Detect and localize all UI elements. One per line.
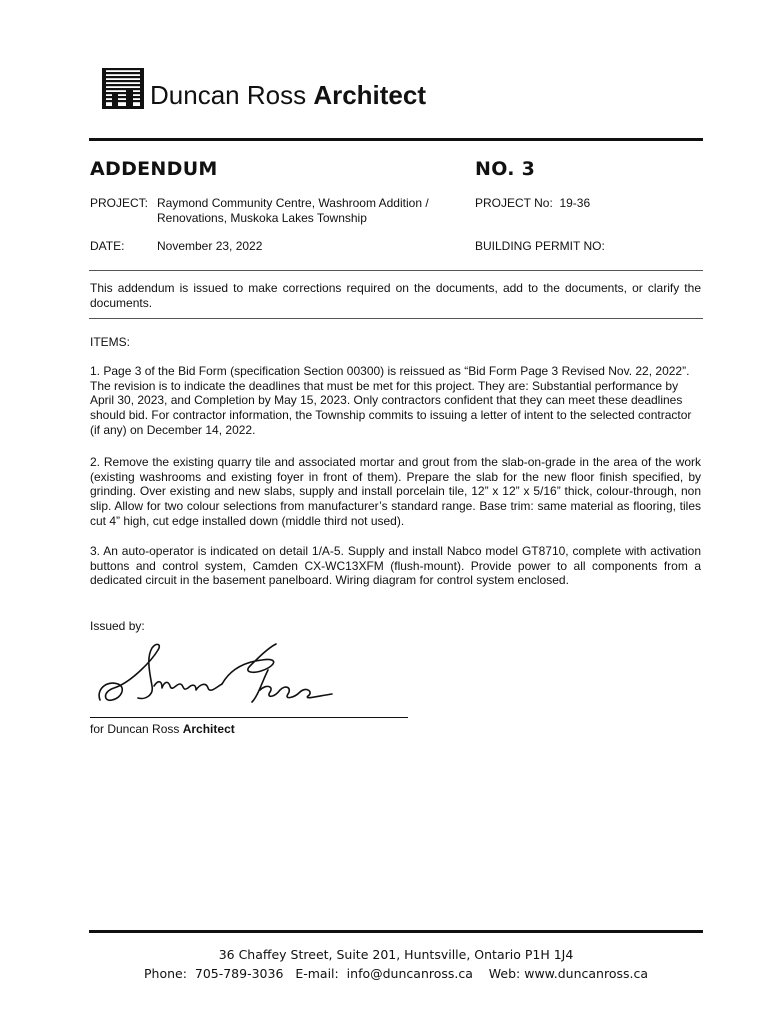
firm-logo-icon	[100, 66, 146, 110]
section-divider	[89, 318, 703, 319]
document-title: ADDENDUM	[90, 158, 218, 180]
project-name-line2: Renovations, Muskoka Lakes Township	[157, 211, 367, 225]
issued-by-label: Issued by:	[90, 619, 145, 633]
project-name-line1: Raymond Community Centre, Washroom Addition /	[157, 196, 429, 210]
project-label: PROJECT:	[90, 196, 149, 210]
items-heading: ITEMS:	[90, 335, 131, 349]
header-divider	[89, 138, 703, 141]
firm-name: Duncan Ross Architect	[150, 80, 427, 110]
signature-line	[90, 717, 408, 718]
item-2: 2. Remove the existing quarry tile and associated mortar and grout from the slab-on-grade in the area of the work (existing washrooms and existing foyer in front of them). Prepare the slab for the new floor finish specified, by grinding. Over existing and new slabs, supply and install porcelain tile, 12” x 12” x 5/16” thick, colour-through, non slip. Allow for two colour selections from manufacturer’s standard range. Base trim: same material as flooring, tiles cut 4” high, cut edge installed down (middle third not used).	[90, 455, 701, 528]
addendum-number: NO. 3	[475, 158, 536, 180]
section-divider	[89, 270, 703, 271]
item-3: 3. An auto-operator is indicated on detail 1/A-5. Supply and install Nabco model GT8710, complete with activation buttons and control system, Camden CX-WC13XFM (flush-mount). Provide power to all components from a dedicated circuit in the basement panelboard. Wiring diagram for control system enclosed.	[90, 544, 701, 588]
date-label: DATE:	[90, 239, 125, 253]
building-permit-label: BUILDING PERMIT NO:	[475, 239, 605, 253]
signature-image	[92, 640, 337, 710]
footer-address: 36 Chaffey Street, Suite 201, Huntsville, Ontario P1H 1J4	[218, 947, 574, 962]
project-number: PROJECT No: 19-36	[475, 196, 591, 210]
footer-contact: Phone: 705-789-3036 E-mail: info@duncanross.ca Web: www.duncanross.ca	[143, 966, 649, 981]
item-1: 1. Page 3 of the Bid Form (specification Section 00300) is reissued as “Bid Form Page 3 Revised Nov. 22, 2022”. The revision is to indicate the deadlines that must be met for this project. They are: Substantial performance by April 30, 2023, and Completion by May 15, 2023. Only contractors confident that they can meet these deadlines should bid. For contractor information, the Township commits to issuing a letter of intent to the selected contractor (if any) on December 14, 2022.	[90, 364, 692, 437]
footer-divider	[89, 930, 703, 933]
signed-for: for Duncan Ross Architect	[90, 722, 235, 736]
date-value: November 23, 2022	[157, 239, 263, 253]
intro-paragraph: This addendum is issued to make corrections required on the documents, add to the documents, or clarify the documents.	[90, 281, 701, 310]
